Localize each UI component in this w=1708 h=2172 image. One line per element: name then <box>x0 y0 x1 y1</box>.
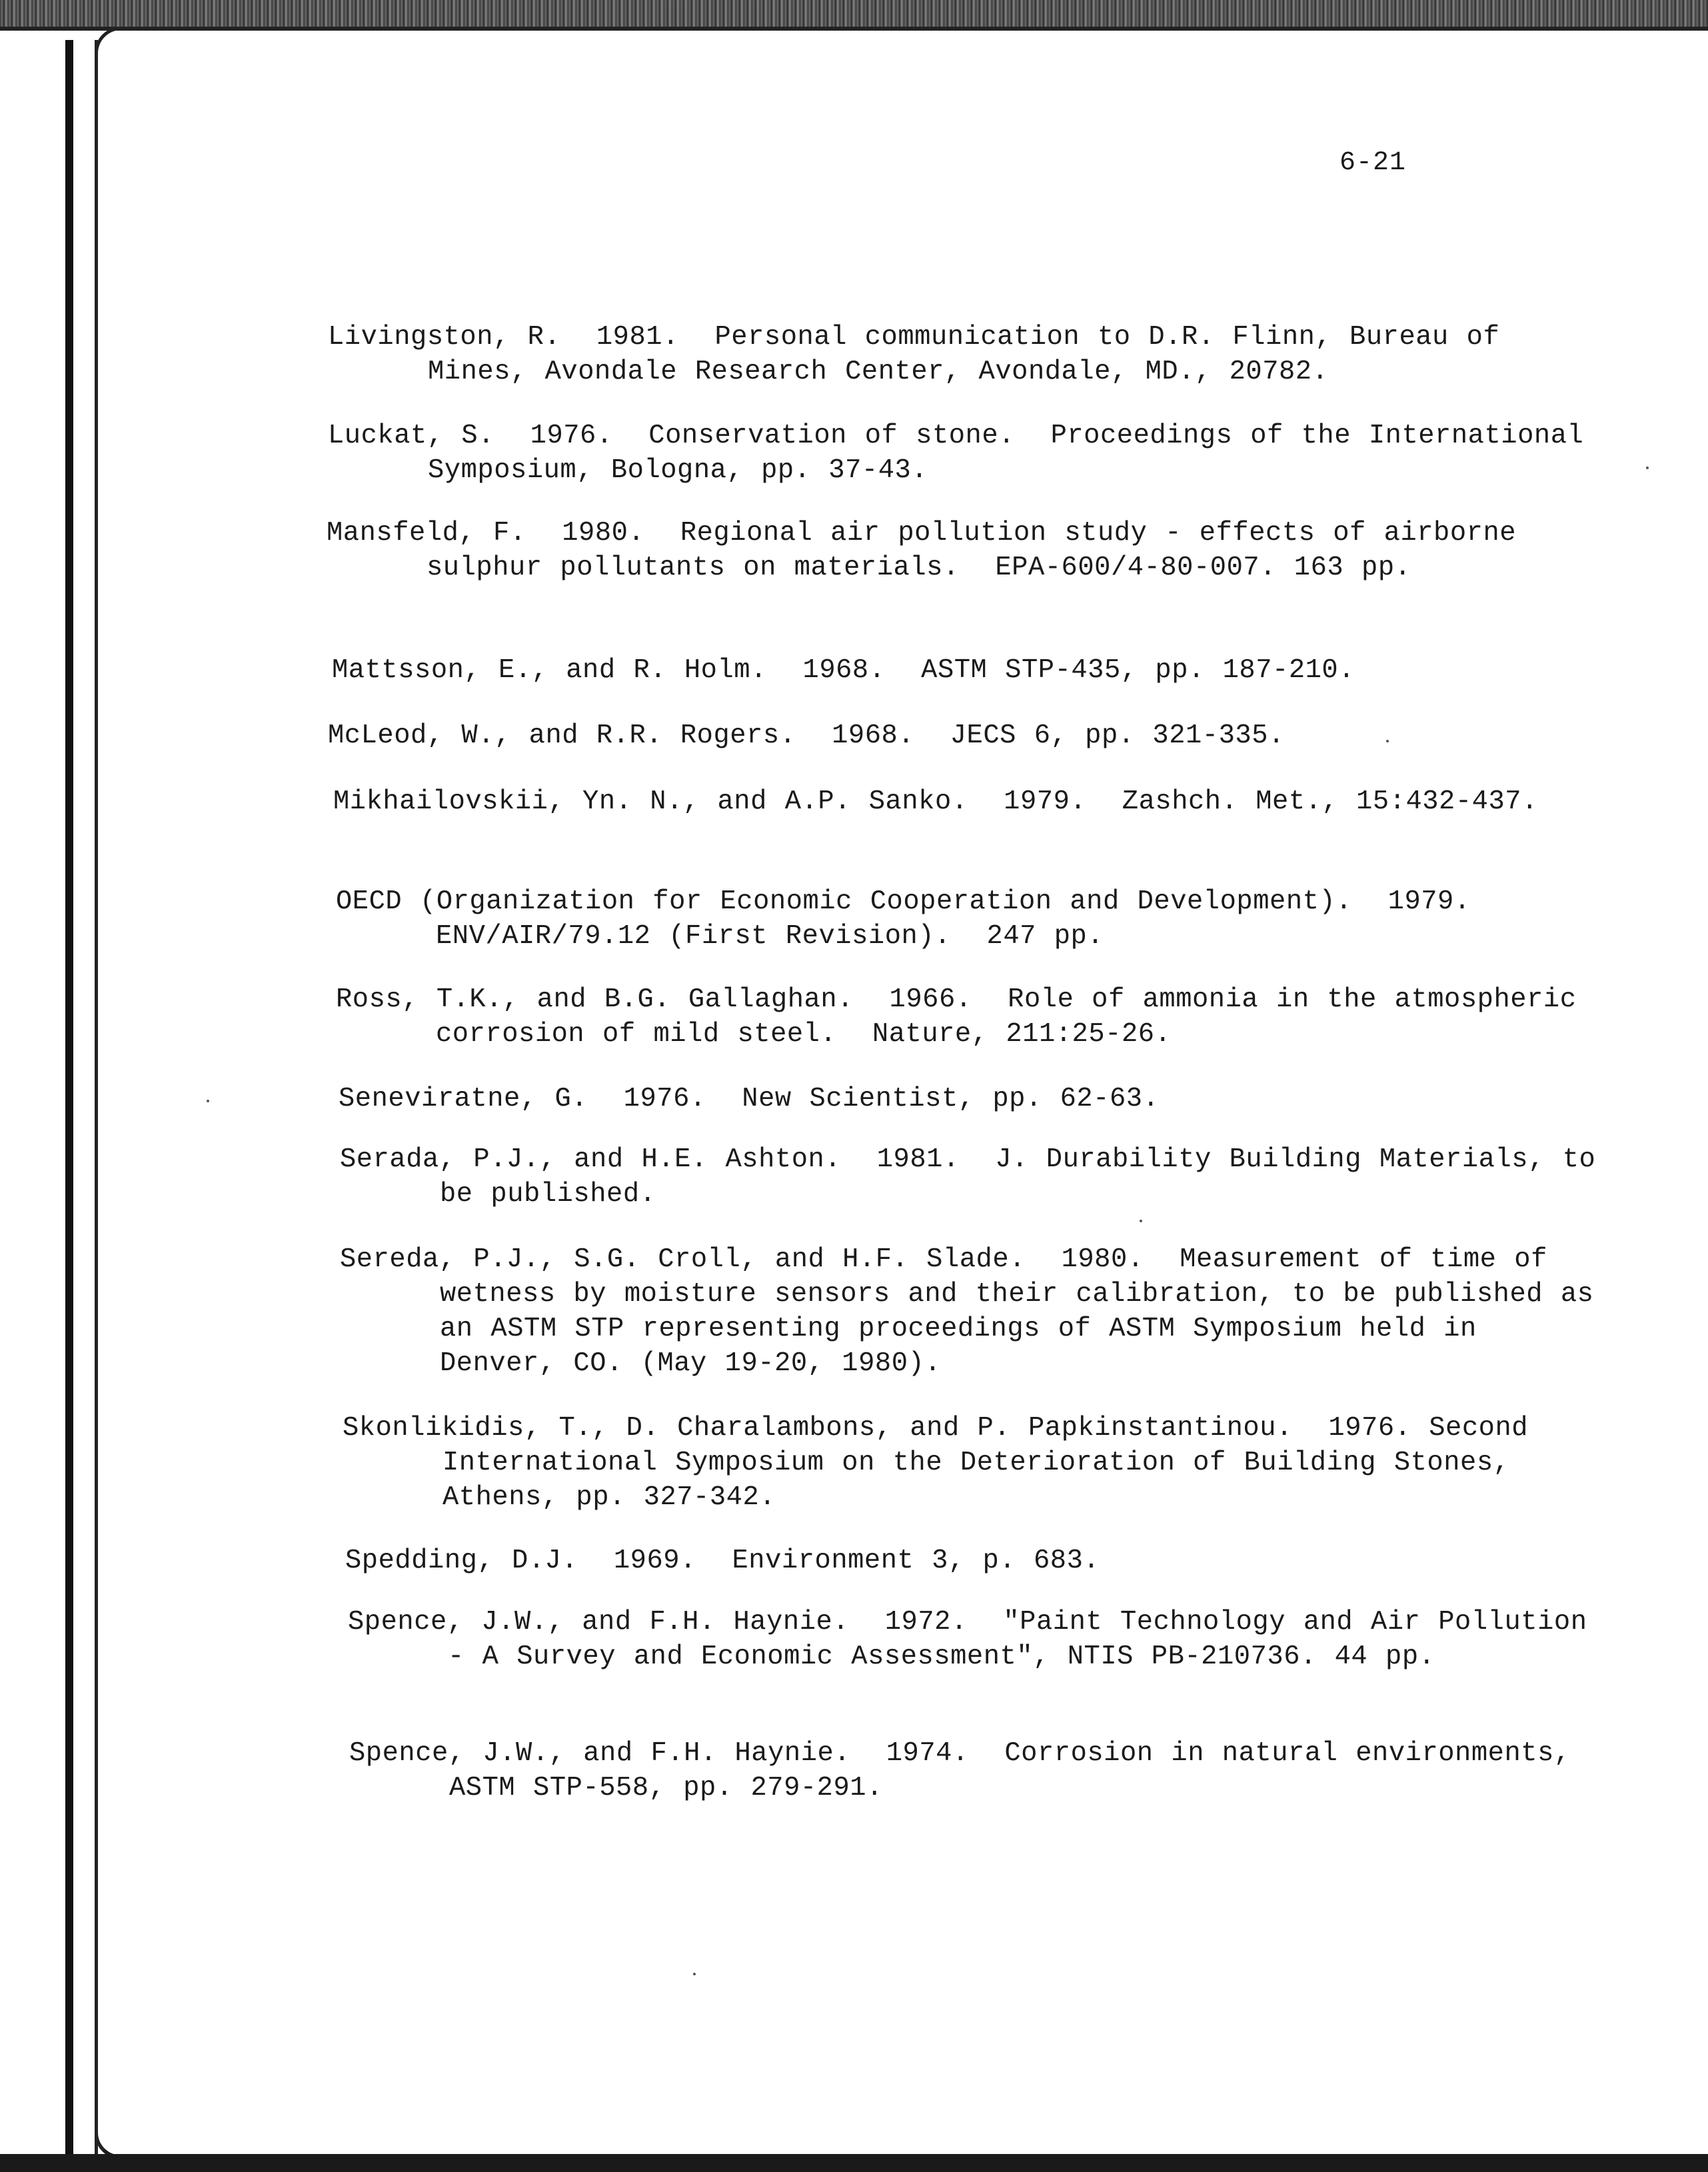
reference-entry: Mattsson, E., and R. Holm. 1968. ASTM STP-435, pp. 187-210. <box>332 655 1355 686</box>
page-number: 6-21 <box>1339 148 1407 178</box>
reference-entry: Seneviratne, G. 1976. New Scientist, pp. 62-63. <box>339 1084 1160 1114</box>
reference-entry: McLeod, W., and R.R. Rogers. 1968. JECS 6, pp. 321-335. <box>328 720 1285 751</box>
scan-bottom-border <box>0 2154 1708 2172</box>
reference-entry: Livingston, R. 1981. Personal communication to D.R. Flinn, Bureau of Mines, Avondale Research Center, Avondale, MD., 20782. <box>328 322 1518 387</box>
scan-speck <box>207 1100 209 1102</box>
binding-edge-thin <box>95 40 98 2172</box>
scan-speck <box>1140 1220 1142 1222</box>
reference-entry: Ross, T.K., and B.G. Gallaghan. 1966. Role of ammonia in the atmospheric corrosion of mild steel. Nature, 211:25-26. <box>336 984 1595 1050</box>
scan-top-border <box>0 0 1708 27</box>
reference-entry: Mikhailovskii, Yn. N., and A.P. Sanko. 1979. Zashch. Met., 15:432-437. <box>333 786 1538 817</box>
reference-entry: Mansfeld, F. 1980. Regional air pollution study - effects of airborne sulphur pollutants on materials. EPA-600/4-80-007. 163 pp. <box>327 518 1534 583</box>
reference-entry: Luckat, S. 1976. Conservation of stone. Proceedings of the International Symposium, Bologna, pp. 37-43. <box>328 421 1602 486</box>
reference-entry: Spence, J.W., and F.H. Haynie. 1972. "Paint Technology and Air Pollution - A Survey and Economic Assessment", NTIS PB-210736. 44 pp. <box>348 1607 1605 1672</box>
reference-entry: Serada, P.J., and H.E. Ashton. 1981. J. Durability Building Materials, to be published. <box>340 1144 1614 1210</box>
scan-speck <box>693 1973 696 1975</box>
scan-speck <box>1646 467 1649 469</box>
page-corner-curve <box>95 27 135 53</box>
scan-top-edge <box>0 27 1708 31</box>
reference-entry: Spence, J.W., and F.H. Haynie. 1974. Corrosion in natural environments, ASTM STP-558, pp. 279-291. <box>349 1738 1589 1803</box>
reference-entry: OECD (Organization for Economic Cooperation and Development). 1979. ENV/AIR/79.12 (First Revision). 247 pp. <box>336 886 1489 952</box>
reference-entry: Spedding, D.J. 1969. Environment 3, p. 683. <box>345 1546 1100 1576</box>
reference-entry: Sereda, P.J., S.G. Croll, and H.F. Slade. 1980. Measurement of time of wetness by moisture sensors and their calibration, to be published as an ASTM STP representing proceedings of ASTM Symposium held in Denver, CO. (May 19-20, 1980). <box>340 1244 1612 1379</box>
binding-edge-thick <box>65 40 73 2172</box>
reference-entry: Skonlikidis, T., D. Charalambons, and P. Papkinstantinou. 1976. Second International Symposium on the Deterioration of Building Stones, Athens, pp. 327-342. <box>343 1413 1546 1513</box>
